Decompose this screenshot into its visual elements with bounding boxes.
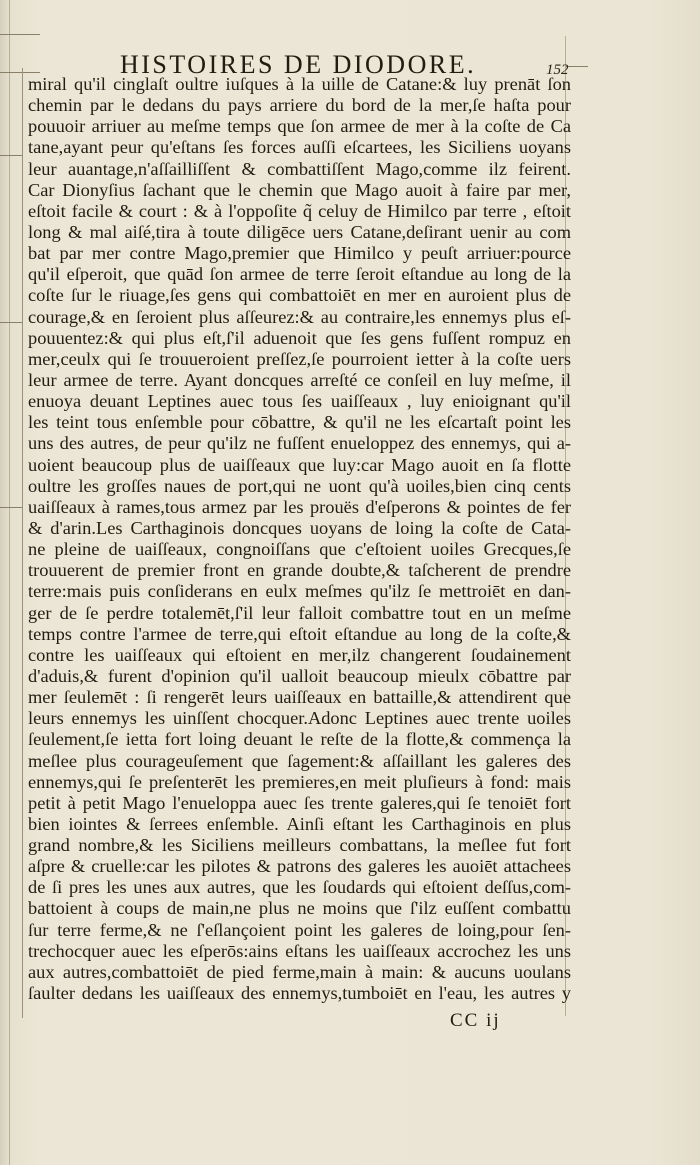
text-line: ſaulter dedans les uaiſſeaux des ennemys,tumboiēt en l'eau, les autres y [28, 983, 571, 1004]
gutter-shadow [9, 0, 10, 1165]
text-line: qu'il eſperoit, que quād ſon armee de terre ſeroit eſtandue au long de la [28, 264, 571, 285]
text-line: coſte ſur le riuage,ſes gens qui combattoiēt en mer en auroient plus de [28, 285, 571, 306]
running-head: HISTOIRES DE DIODORE. [120, 50, 477, 79]
text-line: ennemys,qui ſe preſenterēt les premieres,en meit pluſieurs à fond: mais [28, 771, 571, 792]
text-line: leurs ennemys les uinſſent chocquer.Adonc Leptines auec trente uoiles [28, 708, 571, 729]
text-line: enuoya deuant Leptines auec tous ſes uaiſſeaux , luy enioignant qu'il [28, 391, 571, 412]
text-line: aux autres,combattoiēt de pied ferme,main à main: & aucuns uoulans [28, 961, 571, 982]
margin-rule-mark [0, 72, 40, 73]
text-line: les teint tous enſemble pour cōbattre, & qu'il ne les eſcartaſt point les [28, 412, 571, 433]
margin-rule [22, 68, 23, 1018]
text-line: contre les uaiſſeaux qui eſtoient en mer,ilz changerent ſoudainement [28, 644, 571, 665]
signature-mark: CC ij [450, 1010, 501, 1031]
text-line: bat par mer contre Mago,premier que Himilco y peuſt arriuer:pource [28, 243, 571, 264]
text-line: trouuerent de premier front en grande doubte,& taſcherent de prendre [28, 560, 571, 581]
text-line: ſur terre ferme,& ne ſ'eſlançoient point les galeres de loing,pour ſen- [28, 919, 571, 940]
margin-rule-mark [0, 155, 22, 156]
text-line: chemin par le dedans du pays arriere du bord de la mer,ſe haſta pour [28, 95, 571, 116]
text-line: temps contre l'armee de terre,qui eſtoit eſtandue au long de la coſte,& [28, 623, 571, 644]
text-line: tane,ayant peur qu'eſtans ſes forces auſſi eſcartees, les Siciliens uoyans [28, 137, 571, 158]
text-line: trechocquer auec les eſperōs:ains eſtans les uaiſſeaux accrochez les uns [28, 940, 571, 961]
page-number: 152 [546, 62, 569, 78]
text-line: petit à petit Mago l'enueloppa auec ſes trente galeres,qui ſe tenoiēt fort [28, 792, 571, 813]
text-line: & d'arin.Les Carthaginois doncques uoyans de loing la coſte de Cata- [28, 517, 571, 538]
text-line: eſtoit facile & court : & à l'oppoſite q̃ celuy de Himilco par terre , eſtoit [28, 200, 571, 221]
text-line: ger de ſe perdre totalemēt,ſ'il leur falloit combattre tout en un meſme [28, 602, 571, 623]
text-line: pouuentez:& qui plus eſt,ſ'il aduenoit que ſes gens fuſſent rompuz en [28, 327, 571, 348]
text-line: long & mal aiſé,tira à toute diligēce uers Catane,deſirant uenir au com [28, 221, 571, 242]
text-line: uaiſſeaux à rames,tous armez par les prouës d'eſperons & pointes de fer [28, 496, 571, 517]
margin-rule-mark [0, 322, 22, 323]
body-text [28, 74, 571, 1004]
text-line: mer ſeulemēt : ſi rengerēt leurs uaiſſeaux en battaille,& attendirent que [28, 687, 571, 708]
text-line: d'aduis,& furent d'opinion qu'il ualloit beaucoup mieulx cōbattre par [28, 665, 571, 686]
text-line: uns des autres, de peur qu'ilz ne fuſſent enueloppez des ennemys, qui a- [28, 433, 571, 454]
text-line: miral qu'il cinglaſt oultre iuſques à la uille de Catane:& luy prenāt ſon [28, 74, 571, 94]
text-line: de ſi pres les unes aux autres, que les ſoudards qui eſtoient deſſus,com- [28, 877, 571, 898]
margin-rule-mark [0, 34, 40, 35]
text-line: mer,ceulx qui ſe trouueroient preſſez,ſe pourroient ietter à la coſte uers [28, 348, 571, 369]
text-line: courage,& en ſeroient plus aſſeurez:& au contraire,les ennemys plus eſ- [28, 306, 571, 327]
text-line: battoient à coups de main,ne plus ne moins que ſ'ilz euſſent combattu [28, 898, 571, 919]
text-line: pouuoir arriuer au meſme temps que ſon armee de mer à la coſte de Ca [28, 116, 571, 137]
margin-rule-mark [0, 507, 22, 508]
text-line: meſlee plus courageuſement que ſagement:& aſſaillant les galeres des [28, 750, 571, 771]
text-line: Car Dionyſius ſachant que le chemin que Mago auoit à faire par mer, [28, 179, 571, 200]
text-line: leur armee de terre. Ayant doncques arreſté ce conſeil en luy meſme, il [28, 369, 571, 390]
text-line: terre:mais puis conſiderans en eulx meſmes qu'ilz ſe mettroiēt en dan- [28, 581, 571, 602]
text-line: leur auantage,n'aſſailliſſent & combattiſſent Mago,comme ilz feirent. [28, 158, 571, 179]
text-line: uoient beaucoup plus de uaiſſeaux que luy:car Mago auoit en ſa flotte [28, 454, 571, 475]
text-line: aſpre & cruelle:car les pilotes & patrons des galeres les auoiēt attachees [28, 856, 571, 877]
text-line: grand nombre,& les Siciliens meilleurs combattans, la meſlee fut fort [28, 835, 571, 856]
text-line: bien iointes & ſerrees enſemble. Ainſi eſtant les Carthaginois en plus [28, 813, 571, 834]
text-line: ſeulement,ſe ietta fort loing deuant le reſte de la flotte,& commença la [28, 729, 571, 750]
text-line: ne pleine de uaiſſeaux, congnoiſſans que c'eſtoient uoiles Grecques,ſe [28, 539, 571, 560]
margin-rule-mark [566, 66, 588, 67]
text-line: oultre les groſſes naues de port,qui ne uont qu'à uoiles,bien cinq cents [28, 475, 571, 496]
